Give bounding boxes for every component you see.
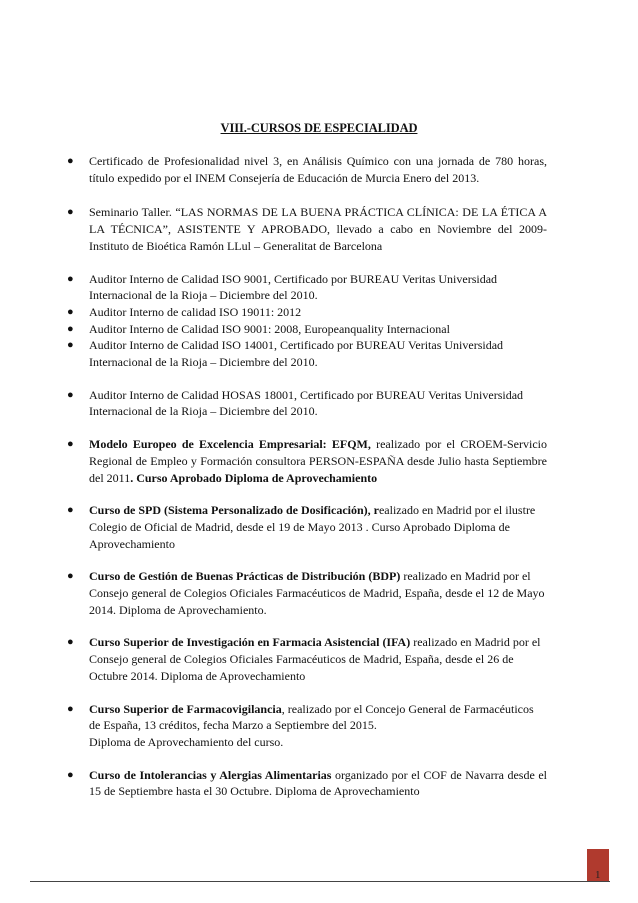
bullet-icon: ●	[67, 504, 74, 517]
section-heading-text: VIII.-CURSOS DE ESPECIALIDAD	[220, 121, 418, 135]
course-item-text: Auditor Interno de Calidad ISO 9001: 2008, Europeanquality Internacional	[89, 321, 450, 336]
bullet-icon: ●	[67, 438, 74, 451]
course-item-text: Auditor Interno de calidad ISO 19011: 2012	[89, 304, 302, 319]
bullet-icon: ●	[67, 339, 74, 352]
bullet-icon: ●	[67, 322, 74, 335]
course-item	[67, 271, 547, 304]
course-item-text: Auditor Interno de Calidad ISO 9001, Certificado por BUREAU Veritas Universidad Internacional de la Rioja – Diciembre del 2010.	[89, 271, 498, 303]
bullet-icon: ●	[67, 570, 74, 583]
course-item	[67, 502, 547, 552]
course-item	[67, 634, 547, 684]
bullet-icon: ●	[67, 272, 74, 285]
bullet-icon: ●	[67, 636, 74, 649]
course-item	[67, 337, 547, 370]
course-item-text: Curso de Gestión de Buenas Prácticas de Distribución (BDP) realizado en Madrid por el Consejo general de Colegios Oficiales Farmacéuticos de Madrid, España, desde el 12 de Mayo 2014. Diploma de Aprovechamiento.	[89, 569, 545, 617]
section-heading	[0, 121, 638, 136]
course-list	[67, 153, 547, 816]
bullet-icon: ●	[67, 305, 74, 318]
course-item-text: Auditor Interno de Calidad ISO 14001, Certificado por BUREAU Veritas Universidad Internacional de la Rioja – Diciembre del 2010.	[89, 338, 504, 370]
course-item	[67, 701, 547, 751]
course-item	[67, 387, 547, 420]
course-item	[67, 767, 547, 800]
course-item-text: Modelo Europeo de Excelencia Empresarial: EFQM, realizado por el CROEM-Servicio Regional de Empleo y Formación consultora PERSON-ESPAÑA desde Julio hasta Septiembre del 2011. Curso Aprobado Diploma de Aprovechamiento	[89, 437, 547, 485]
page-number: 1	[595, 869, 601, 881]
bullet-icon: ●	[67, 702, 74, 715]
course-item-text: Curso Superior de Investigación en Farmacia Asistencial (IFA) realizado en Madrid por el Consejo general de Colegios Oficiales Farmacéuticos de Madrid, España, desde el 26 de Octubre 2014. Diploma de Aprovechamiento	[89, 635, 541, 683]
bullet-icon: ●	[67, 388, 74, 401]
course-item	[67, 153, 547, 186]
course-item-text: Seminario Taller. “LAS NORMAS DE LA BUENA PRÁCTICA CLÍNICA: DE LA ÉTICA A LA TÉCNICA”, ASISTENTE Y APROBADO, llevado a cabo en Noviembre del 2009- Instituto de Bioética Ramón LLul – Generalitat de Barcelona	[89, 205, 547, 253]
course-item-text: Curso de SPD (Sistema Personalizado de Dosificación), realizado en Madrid por el ilustre Colegio de Oficial de Madrid, desde el 19 de Mayo 2013 . Curso Aprobado Diploma de Aprovechamiento	[89, 503, 536, 551]
bullet-icon: ●	[67, 206, 74, 219]
footer-rule	[30, 881, 610, 882]
course-item	[67, 436, 547, 486]
course-item	[67, 321, 547, 338]
bullet-icon: ●	[67, 768, 74, 781]
course-item	[67, 304, 547, 321]
course-item-text: Curso Superior de Farmacovigilancia, realizado por el Concejo General de Farmacéuticos de España, 13 créditos, fecha Marzo a Septiembre del 2015. Diploma de Aprovechamiento del curso.	[89, 701, 534, 749]
bullet-icon: ●	[67, 155, 74, 167]
course-item-text: Auditor Interno de Calidad HOSAS 18001, Certificado por BUREAU Veritas Universidad Internacional de la Rioja – Diciembre del 2010.	[89, 387, 524, 419]
course-item-text: Curso de Intolerancias y Alergias Alimentarias organizado por el COF de Navarra desde el 15 de Septiembre hasta el 30 Octubre. Diploma de Aprovechamiento	[89, 767, 547, 799]
course-item	[67, 204, 547, 254]
course-item-text: Certificado de Profesionalidad nivel 3, en Análisis Químico con una jornada de 780 horas, título expedido por el INEM Consejería de Educación de Murcia Enero del 2013.	[89, 154, 547, 185]
course-item	[67, 568, 547, 618]
